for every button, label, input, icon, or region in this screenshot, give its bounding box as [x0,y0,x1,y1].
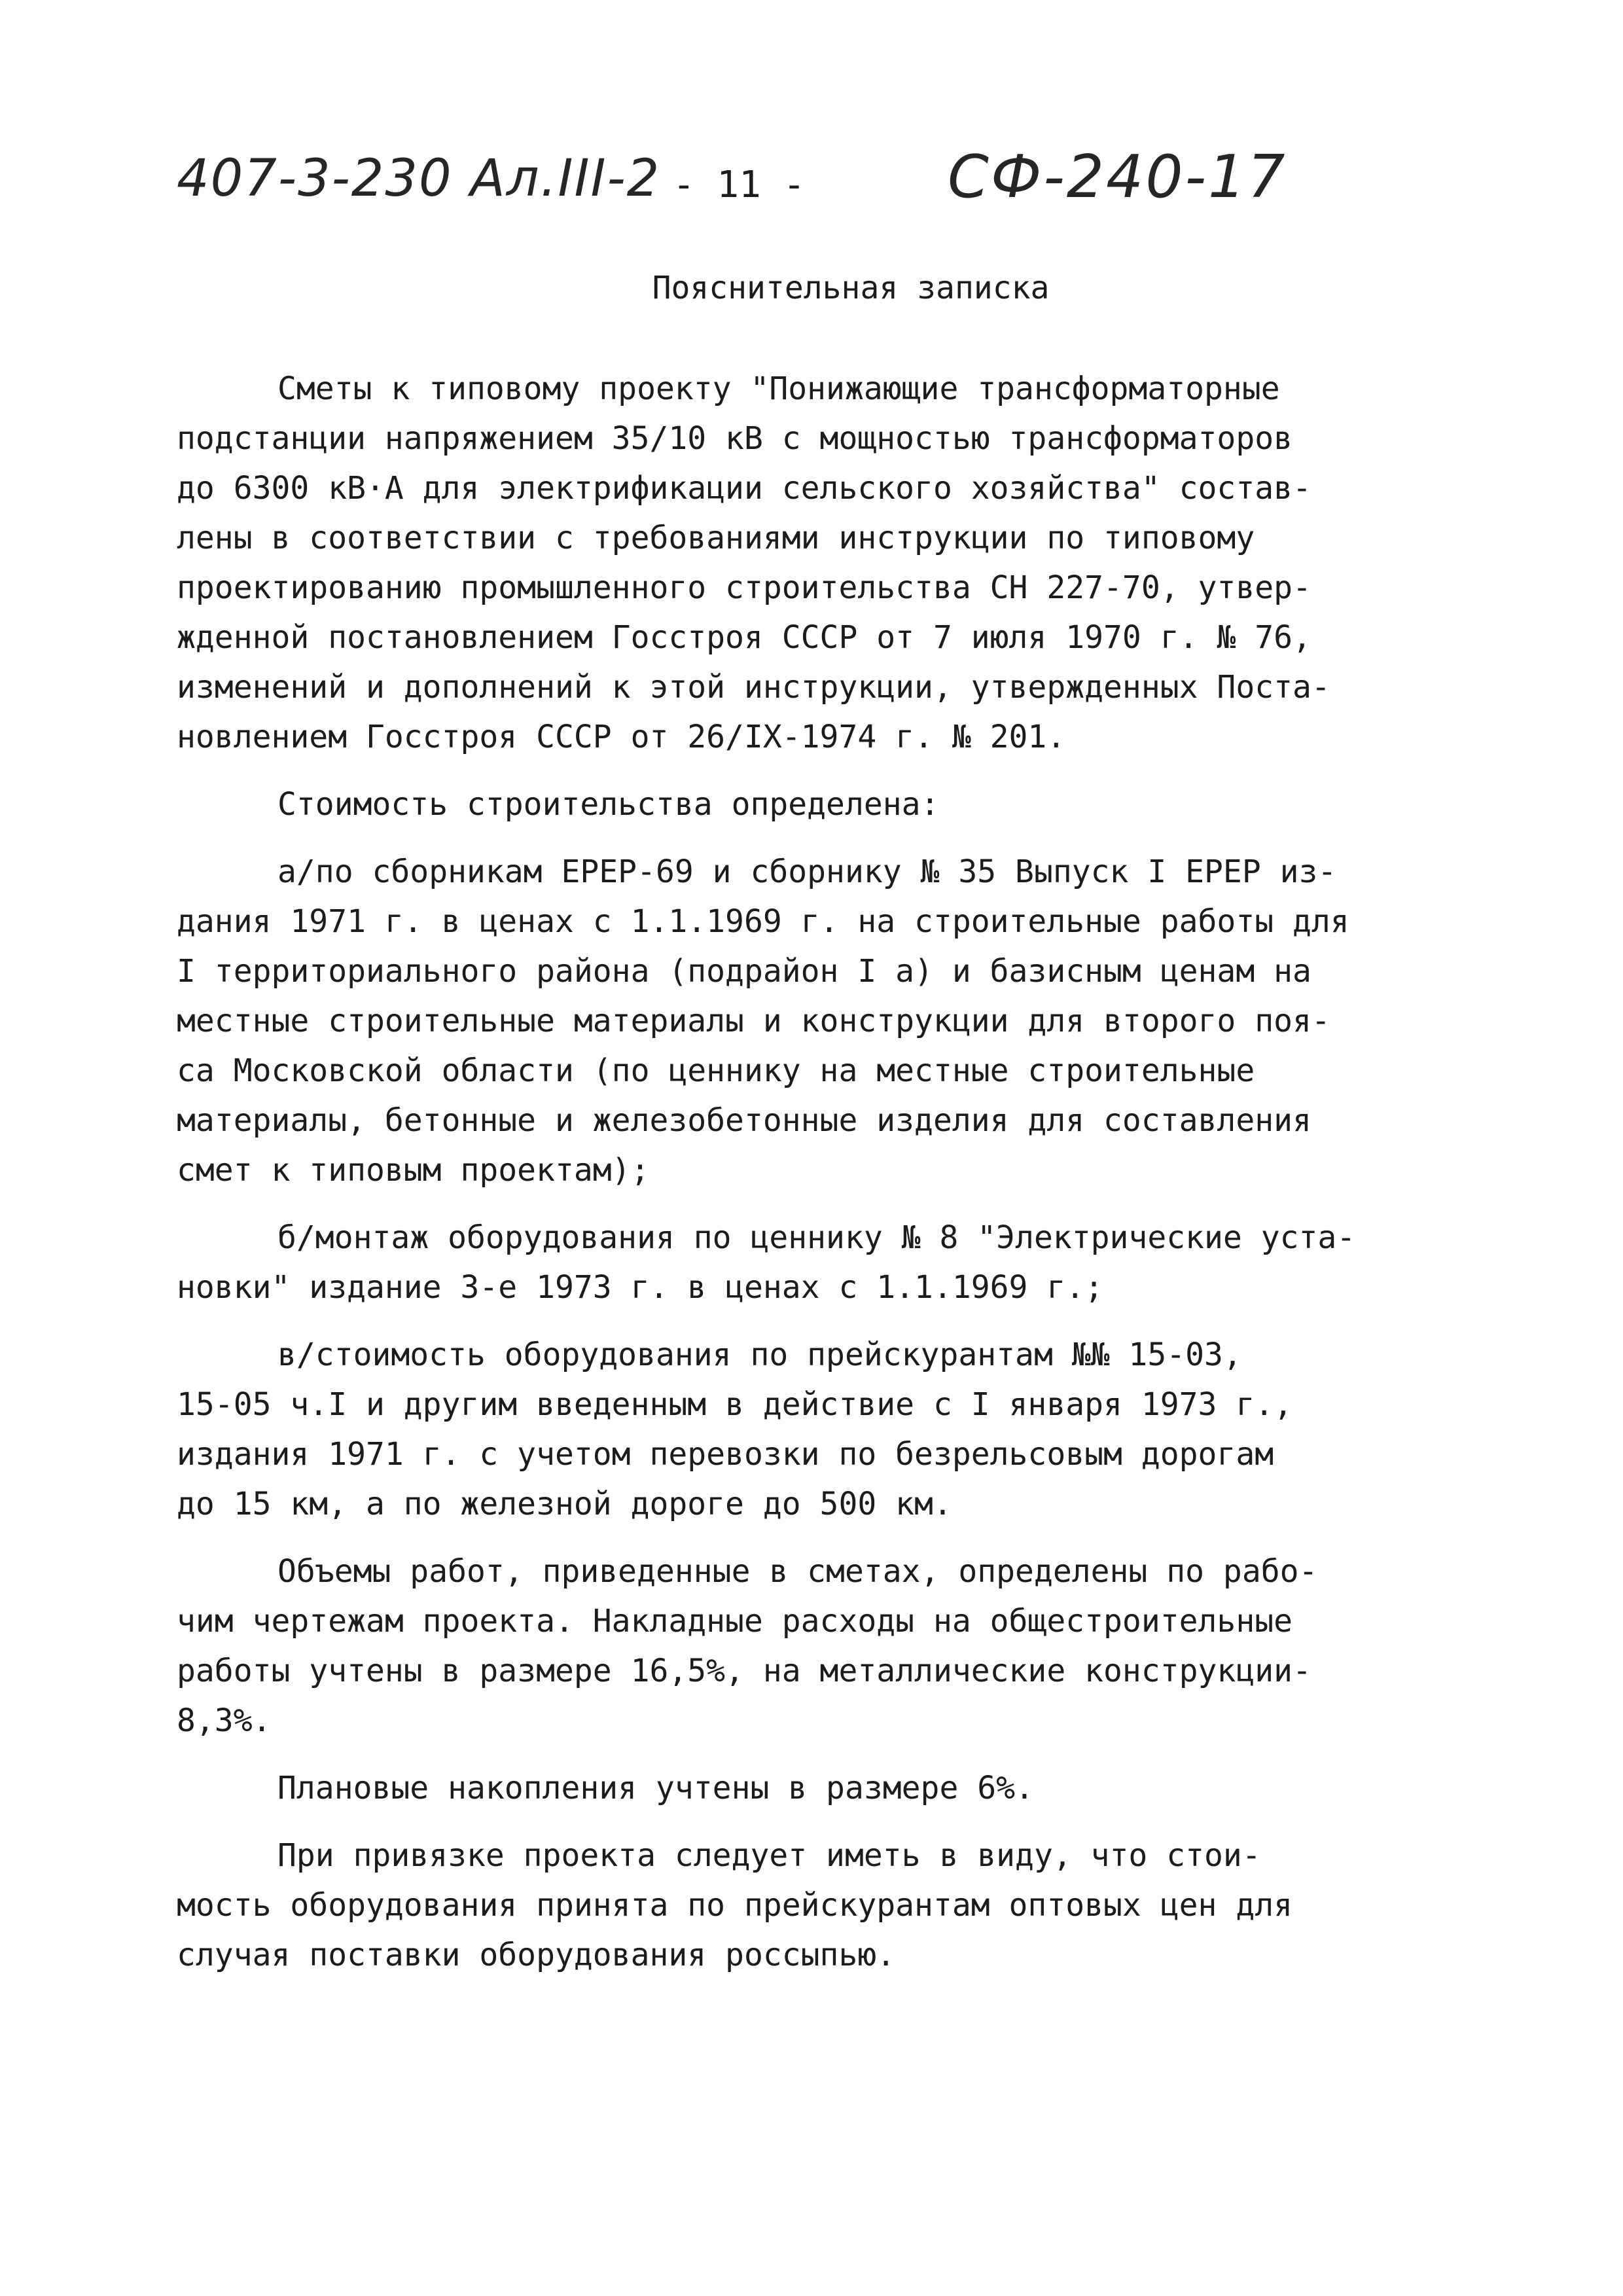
paragraph-planned-savings [177,1763,1469,1813]
paragraph-item-b [177,1213,1469,1312]
text-line: случая поставки оборудования россыпью. [177,1937,896,1973]
text-line: жденной постановлением Госстроя СССР от 7 июля 1970 г. № 76, [177,619,1311,656]
text-line: работы учтены в размере 16,5%, на металлические конструкции- [177,1653,1311,1689]
text-line: новлением Госстроя СССР от 26/IX-1974 г. № 201. [177,719,1066,755]
text-line: местные строительные материалы и конструкции для второго поя- [177,1003,1330,1039]
text-line: подстанции напряжением 35/10 кВ с мощностью трансформаторов [177,420,1293,457]
text-line: Стоимость строительства определена: [277,786,940,823]
paragraph-work-volumes [177,1547,1469,1746]
text-line: Плановые накопления учтены в размере 6%. [277,1770,1034,1806]
text-line: материалы, бетонные и железобетонные изделия для составления [177,1102,1311,1139]
text-line: 15-05 ч.I и другим введенным в действие с I января 1973 г., [177,1386,1293,1423]
text-line: лены в соответствии с требованиями инструкции по типовому [177,520,1255,556]
text-line: новки" издание 3-е 1973 г. в ценах с 1.1.1969 г.; [177,1269,1104,1306]
paragraph-item-a [177,847,1469,1195]
text-line: смет к типовым проектам); [177,1152,650,1189]
text-line: в/стоимость оборудования по прейскурантам №№ 15-03, [277,1336,1242,1373]
text-line: до 6300 кВ·А для электрификации сельского хозяйства" состав- [177,470,1311,507]
handwritten-sheet-code: СФ-240-17 [948,143,1287,211]
document-title: Пояснительная записка [652,270,1050,306]
text-line: 8,3%. [177,1702,272,1739]
text-line: дания 1971 г. в ценах с 1.1.1969 г. на строительные работы для [177,903,1349,940]
text-line: до 15 км, а по железной дороге до 500 км. [177,1486,952,1522]
paragraph-item-v [177,1330,1469,1529]
paragraph-binding-note [177,1831,1469,1980]
text-line: б/монтаж оборудования по ценнику № 8 "Электрические уста- [277,1219,1356,1256]
paragraph-estimates-basis [177,364,1469,762]
text-line: проектированию промышленного строительства СН 227-70, утвер- [177,569,1311,606]
paragraph-cost-intro [177,780,1469,829]
text-line: издания 1971 г. с учетом перевозки по безрельсовым дорогам [177,1436,1274,1473]
text-line: са Московской области (по ценнику на местные строительные [177,1052,1255,1089]
text-line: Объемы работ, приведенные в сметах, определены по рабо- [277,1553,1318,1590]
text-line: чим чертежам проекта. Накладные расходы на общестроительные [177,1603,1293,1640]
text-line: мость оборудования принята по прейскурантам оптовых цен для [177,1887,1293,1924]
text-line: I территориального района (подрайон I а) и базисным ценам на [177,953,1311,990]
text-line: При привязке проекта следует иметь в виду, что стои- [277,1837,1261,1874]
text-line: изменений и дополнений к этой инструкции, утвержденных Поста- [177,669,1330,706]
page-number: - 11 - [673,164,806,206]
text-line: Сметы к типовому проекту "Понижающие трансформаторные [277,370,1280,407]
handwritten-document-code: 407-3-230 Ал.III-2 [177,149,661,208]
explanatory-note-body [177,364,1469,1998]
text-line: а/по сборникам ЕРЕР-69 и сборнику № 35 Выпуск I ЕРЕР из- [277,853,1337,890]
